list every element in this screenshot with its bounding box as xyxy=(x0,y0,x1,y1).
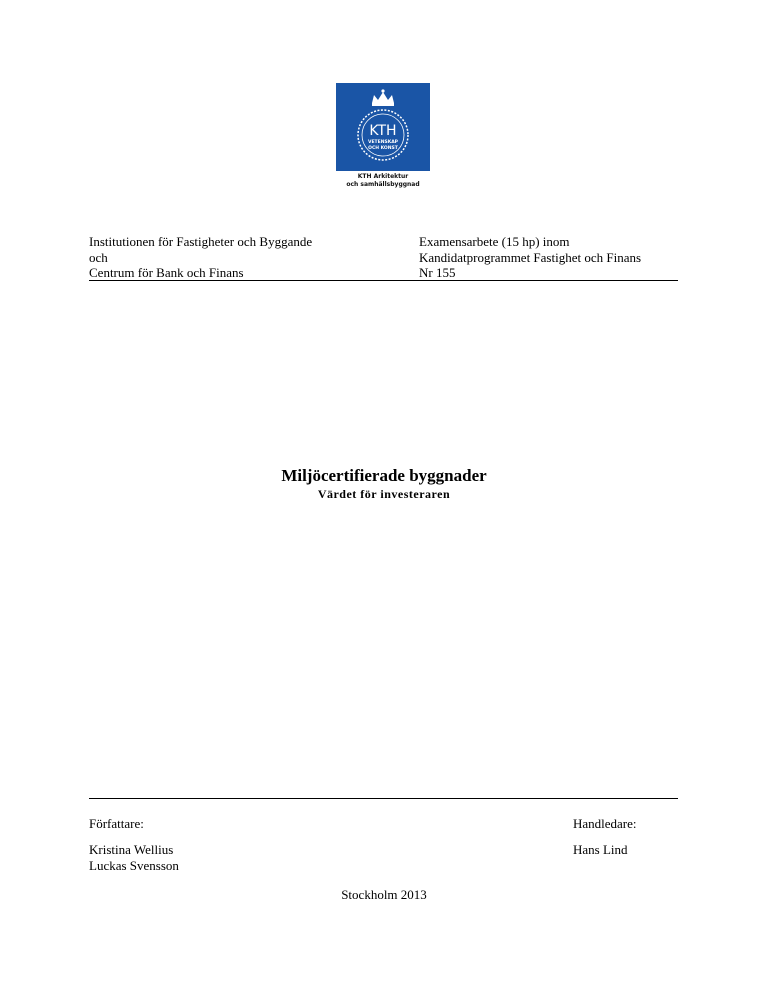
page-title: Miljöcertifierade byggnader xyxy=(281,466,487,485)
crown-wreath-icon xyxy=(336,83,430,171)
header-exam-info: Examensarbete (15 hp) inom Kandidatprogrammet Fastighet och Finans Nr 155 xyxy=(419,234,642,280)
kth-emblem xyxy=(336,83,430,171)
logo-caption: KTH Arkitektur och samhällsbyggnad xyxy=(346,173,420,188)
authors-label: Författare: xyxy=(89,816,144,831)
header-divider xyxy=(89,280,678,281)
emblem-text: KTH xyxy=(369,123,397,139)
header-institution: Institutionen för Fastigheter och Byggande och Centrum för Bank och Finans xyxy=(89,234,313,280)
svg-text:VETENSKAP: VETENSKAP xyxy=(368,140,398,145)
place-year: Stockholm 2013 xyxy=(341,887,427,902)
page-subtitle: Värdet för investeraren xyxy=(317,487,451,501)
supervisor-label: Handledare: xyxy=(573,816,637,831)
footer-divider xyxy=(89,798,678,799)
svg-text:OCH KONST: OCH KONST xyxy=(368,146,398,151)
kth-logo xyxy=(331,80,435,194)
authors-list: Kristina Wellius Luckas Svensson xyxy=(89,842,179,873)
supervisor-name: Hans Lind xyxy=(573,842,628,857)
